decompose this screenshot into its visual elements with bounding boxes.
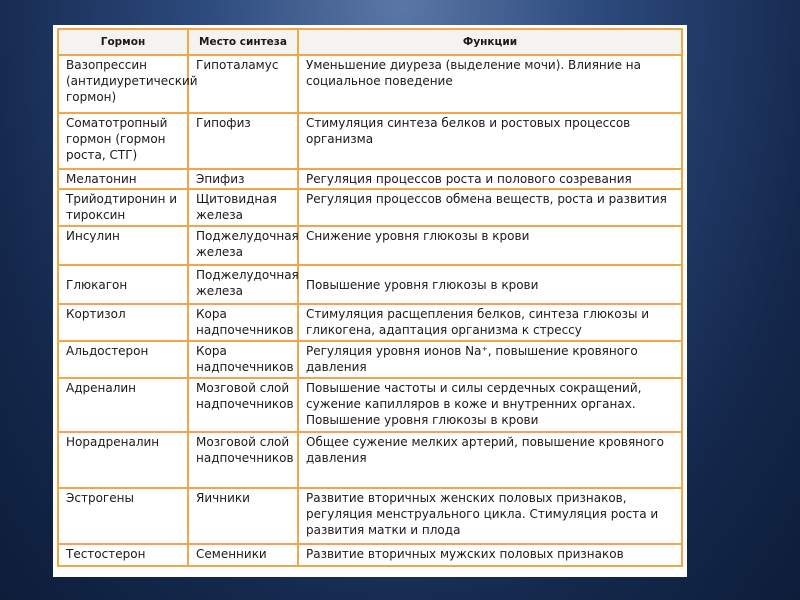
cell-site: Кора надпочечников [188,341,298,378]
cell-function: Регуляция уровня ионов Na⁺, повышение кровяного давления [298,341,682,378]
table-sheet [53,25,687,577]
header-row [58,29,682,55]
cell-hormone: Альдостерон [58,341,188,378]
cell-hormone: Глюкагон [58,265,188,304]
cell-function: Повышение частоты и силы сердечных сокращений, сужение капилляров в коже и внутренних органах. Повышение уровня глюкозы в крови [298,378,682,432]
cell-site: Гипофиз [188,113,298,169]
table-row [58,341,682,378]
cell-site: Эпифиз [188,169,298,189]
cell-hormone: Эстрогены [58,488,188,544]
table-row [58,432,682,488]
cell-function: Развитие вторичных женских половых признаков, регуляция менструального цикла. Стимуляция роста и развития матки и плода [298,488,682,544]
cell-function: Регуляция процессов обмена веществ, роста и развития [298,189,682,226]
cell-site: Поджелудочная железа [188,265,298,304]
cell-function: Общее сужение мелких артерий, повышение кровяного давления [298,432,682,488]
cell-hormone: Кортизол [58,304,188,341]
header-functions: Функции [298,29,682,55]
header-site: Место синтеза [188,29,298,55]
table-row [58,304,682,341]
cell-function: Стимуляция расщепления белков, синтеза глюкозы и гликогена, адаптация организма к стрессу [298,304,682,341]
table-row [58,265,682,304]
table-row [58,544,682,566]
cell-hormone: Тестостерон [58,544,188,566]
cell-site: Кора надпочечников [188,304,298,341]
cell-function: Регуляция процессов роста и полового созревания [298,169,682,189]
cell-site: Щитовидная железа [188,189,298,226]
hormones-table [57,28,683,567]
cell-hormone: Вазопрессин (антидиуретический гормон) [58,55,188,113]
cell-hormone: Трийодтиронин и тироксин [58,189,188,226]
cell-function: Снижение уровня глюкозы в крови [298,226,682,265]
cell-function: Стимуляция синтеза белков и ростовых процессов организма [298,113,682,169]
table-row [58,169,682,189]
cell-site: Мозговой слой надпочечников [188,378,298,432]
table-row [58,55,682,113]
cell-site: Семенники [188,544,298,566]
cell-hormone: Инсулин [58,226,188,265]
table-row [58,189,682,226]
cell-site: Мозговой слой надпочечников [188,432,298,488]
cell-site: Гипоталамус [188,55,298,113]
cell-function: Повышение уровня глюкозы в крови [298,265,682,304]
table-row [58,488,682,544]
header-hormone: Гормон [58,29,188,55]
cell-site: Яичники [188,488,298,544]
cell-hormone: Соматотропный гормон (гормон роста, СТГ) [58,113,188,169]
cell-hormone: Норадреналин [58,432,188,488]
table-row [58,113,682,169]
cell-function: Развитие вторичных мужских половых признаков [298,544,682,566]
cell-function: Уменьшение диуреза (выделение мочи). Влияние на социальное поведение [298,55,682,113]
cell-site: Поджелудочная железа [188,226,298,265]
cell-hormone: Адреналин [58,378,188,432]
table-row [58,226,682,265]
cell-hormone: Мелатонин [58,169,188,189]
table-row [58,378,682,432]
